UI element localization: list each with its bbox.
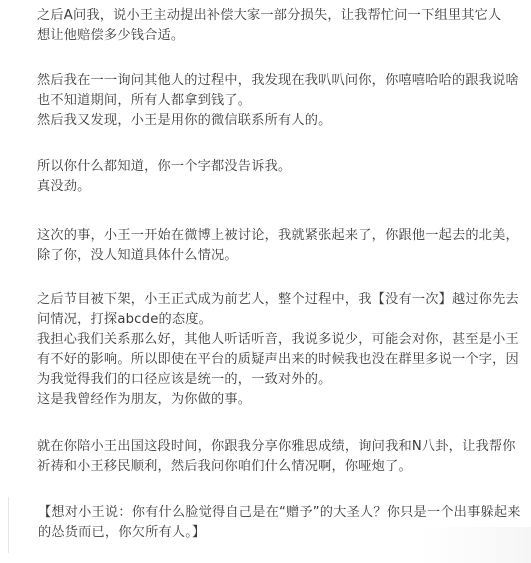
paragraph-5 — [37, 290, 522, 410]
quote-line: 【想对小王说：你有什么脸觉得自己是在“赠予”的大圣人？你只是一个出事躲起来 — [38, 505, 521, 520]
paragraph-line: 所以你什么都知道，你一个字都没告诉我。 — [37, 159, 292, 174]
paragraph-line: 祈祷和小王移民顺利，然后我问你咱们什么情况啊，你哑炮了。 — [37, 459, 412, 474]
paragraph-line: 之后节目被下架，小王正式成为前艺人，整个过程中，我【没有一次】越过你先去 — [37, 292, 519, 307]
paragraph-line: 问情况，打探abcde的态度。 — [37, 312, 213, 327]
paragraph-line: 就在你陪小王出国这段时间，你跟我分享你雅思成绩，询问我和N八卦，让我帮你 — [37, 439, 516, 454]
paragraph-line: 有不好的影响。所以即使在平台的质疑声出来的时候我也没在群里多说一个字，因 — [37, 352, 519, 367]
paragraph-1 — [37, 6, 522, 46]
paragraph-line: 想让他赔偿多少钱合适。 — [37, 28, 185, 43]
paragraph-line: 为我觉得我们的口径应该是统一的，一致对外的。 — [37, 372, 332, 387]
paragraph-line: 也不知道期间，所有人都拿到钱了。 — [37, 93, 252, 108]
paragraph-4 — [37, 226, 522, 266]
paragraph-3 — [37, 157, 522, 197]
paragraph-line: 真没劲。 — [37, 179, 91, 194]
watermark-fade — [421, 527, 531, 563]
paragraph-line: 之后A问我，说小王主动提出补偿大家一部分损失，让我帮忙问一下组里其它人 — [37, 8, 502, 23]
paragraph-line: 然后我在一一询问其他人的过程中，我发现在我叭叭问你，你嘻嘻哈哈的跟我说啥 — [37, 73, 519, 88]
paragraph-line: 这是我曾经作为朋友，为你做的事。 — [37, 392, 252, 407]
paragraph-line: 然后我又发现，小王是用你的微信联系所有人的。 — [37, 113, 332, 128]
paragraph-line: 我担心我们关系那么好，其他人听话听音，我说多说少，可能会对你，甚至是小王 — [37, 332, 519, 347]
quote-line: 的怂货而已，你欠所有人。】 — [38, 525, 206, 540]
paragraph-6 — [37, 437, 522, 477]
paragraph-line: 这次的事，小王一开始在微博上被讨论，我就紧张起来了，你跟他一起去的北美， — [37, 228, 519, 243]
paragraph-2 — [37, 71, 522, 131]
paragraph-line: 除了你，没人知道具体什么情况。 — [37, 248, 238, 263]
